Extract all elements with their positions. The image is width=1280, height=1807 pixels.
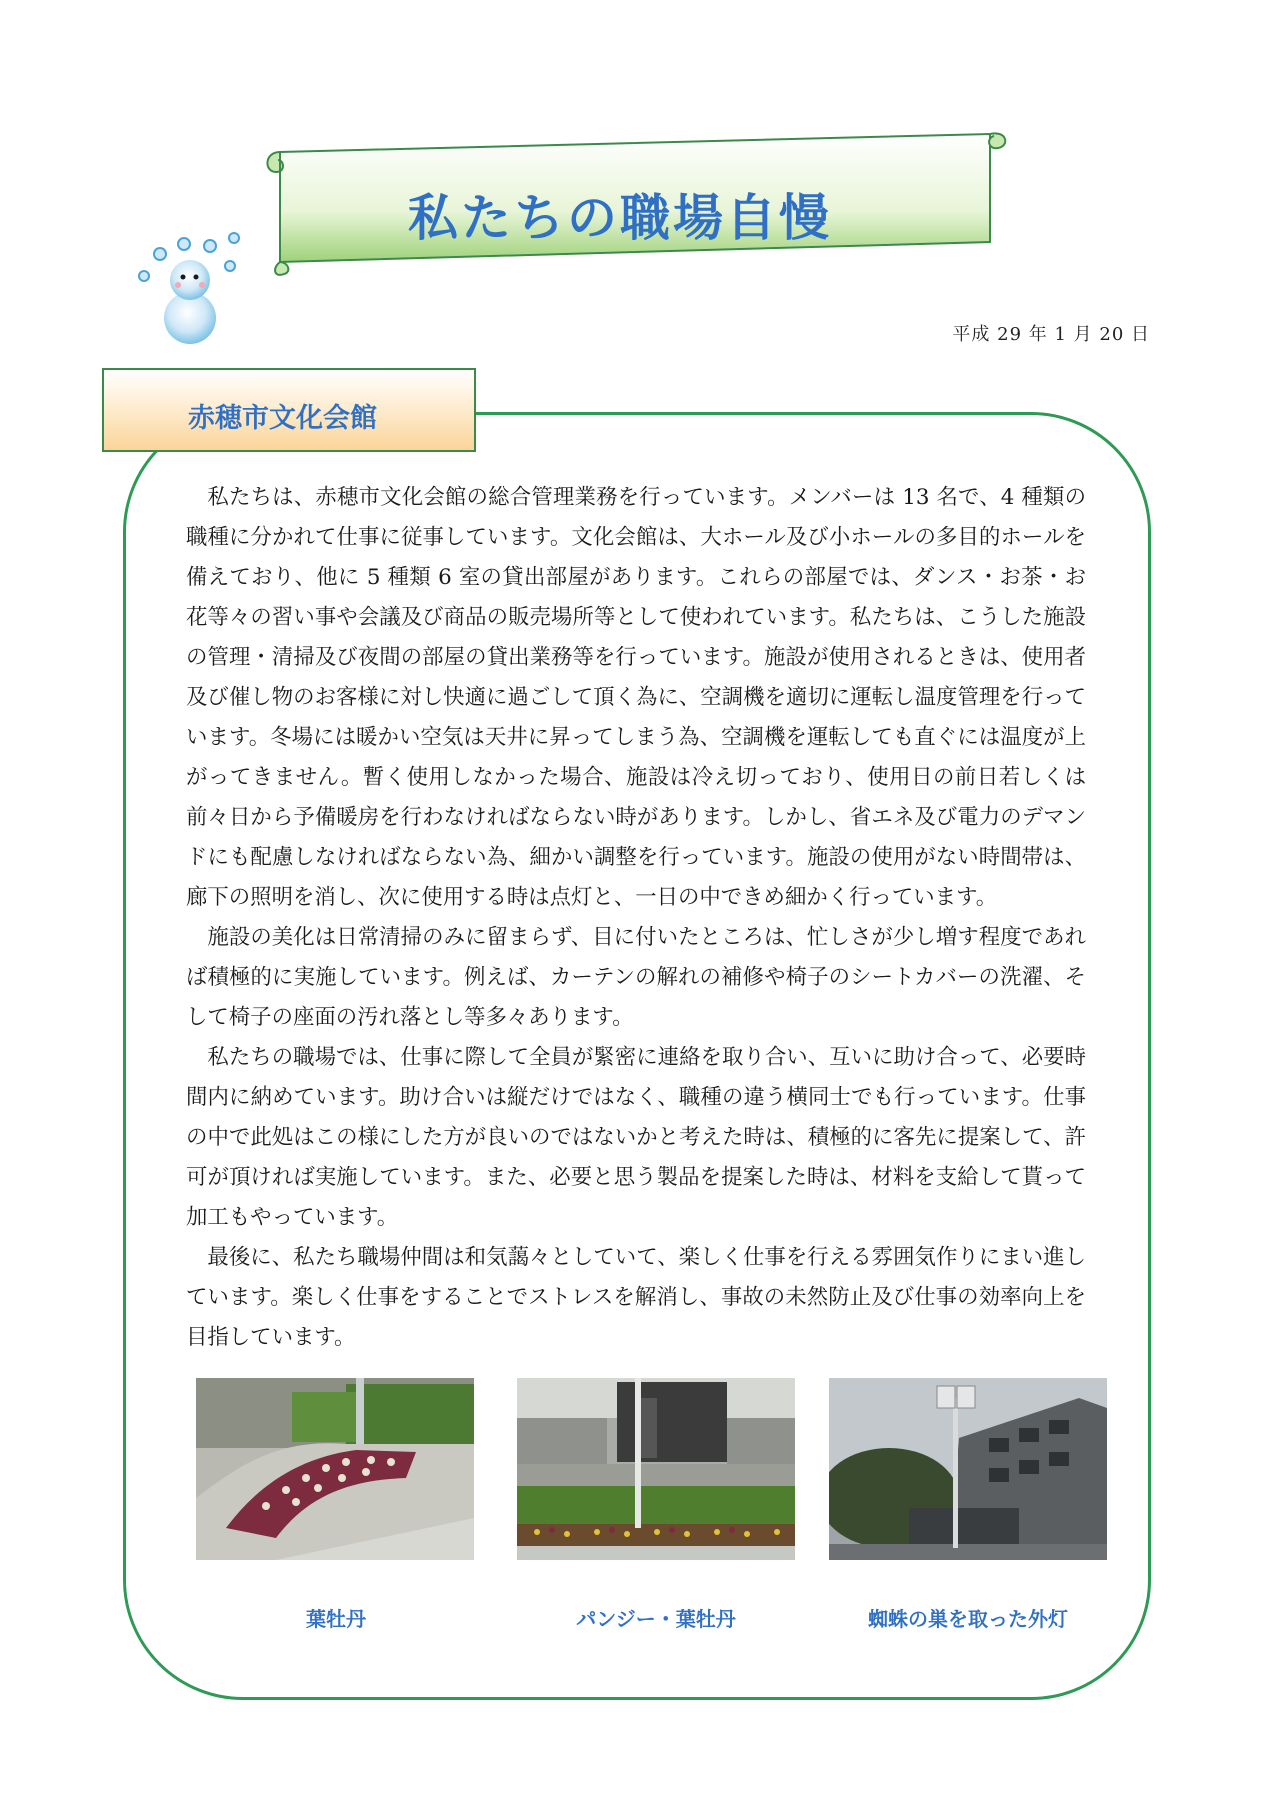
snowman-icon <box>138 226 248 346</box>
section-heading: 赤穂市文化会館 <box>188 403 377 434</box>
paragraph: 私たちの職場では、仕事に際して全員が緊密に連絡を取り合い、互いに助け合って、必要時間内に納めています。助け合いは縦だけではなく、職種の違う横同士でも行っています。仕事の中で此処はこの様にした方が良いのではないかと考えた時は、積極的に客先に提案して、許可が頂ければ実施しています。また、必要と思う製品を提案した時は、材料を支給して貰って加工もやっています。 <box>186 1045 1086 1230</box>
photo-caption: パンジー・葉牡丹 <box>576 1607 736 1631</box>
hedge-flowers-photo <box>517 1378 795 1560</box>
article-body <box>186 478 1086 1358</box>
page-title: 私たちの職場自慢 <box>408 188 832 247</box>
paragraph: 施設の美化は日常清掃のみに留まらず、目に付いたところは、忙しさが少し増す程度であれば積極的に実施しています。例えば、カーテンの解れの補修や椅子のシートカバーの洗濯、そして椅子の座面の汚れ落とし等多々あります。 <box>186 925 1086 1030</box>
paragraph: 最後に、私たち職場仲間は和気藹々としていて、楽しく仕事を行える雰囲気作りにまい進しています。楽しく仕事をすることでストレスを解消し、事故の未然防止及び仕事の効率向上を目指しています。 <box>186 1245 1086 1350</box>
street-lamp-photo <box>829 1378 1107 1560</box>
issue-date: 平成 29 年 1 月 20 日 <box>952 324 1150 345</box>
paragraph: 私たちは、赤穂市文化会館の総合管理業務を行っています。メンバーは 13 名で、4 種類の職種に分かれて仕事に従事しています。文化会館は、大ホール及び小ホールの多目的ホールを備えており、他に 5 種類 6 室の貸出部屋があります。これらの部屋では、ダンス・お茶・お花等々の習い事や会議及び商品の販売場所等として使われています。私たちは、こうした施設の管理・清掃及び夜間の部屋の貸出業務等を行っています。施設が使用されるときは、使用者及び催し物のお客様に対し快適に過ごして頂く為に、空調機を適切に運転し温度管理を行っています。冬場には暖かい空気は天井に昇ってしまう為、空調機を運転しても直ぐには温度が上がってきません。暫く使用しなかった場合、施設は冷え切っており、使用日の前日若しくは前々日から予備暖房を行わなければならない時があります。しかし、省エネ及び電力のデマンドにも配慮しなければならない為、細かい調整を行っています。施設の使用がない時間帯は、廊下の照明を消し、次に使用する時は点灯と、一日の中できめ細かく行っています。 <box>186 485 1086 910</box>
flowerbed-photo <box>196 1378 474 1560</box>
photo-caption: 葉牡丹 <box>306 1607 366 1631</box>
photo-caption: 蜘蛛の巣を取った外灯 <box>868 1607 1068 1631</box>
